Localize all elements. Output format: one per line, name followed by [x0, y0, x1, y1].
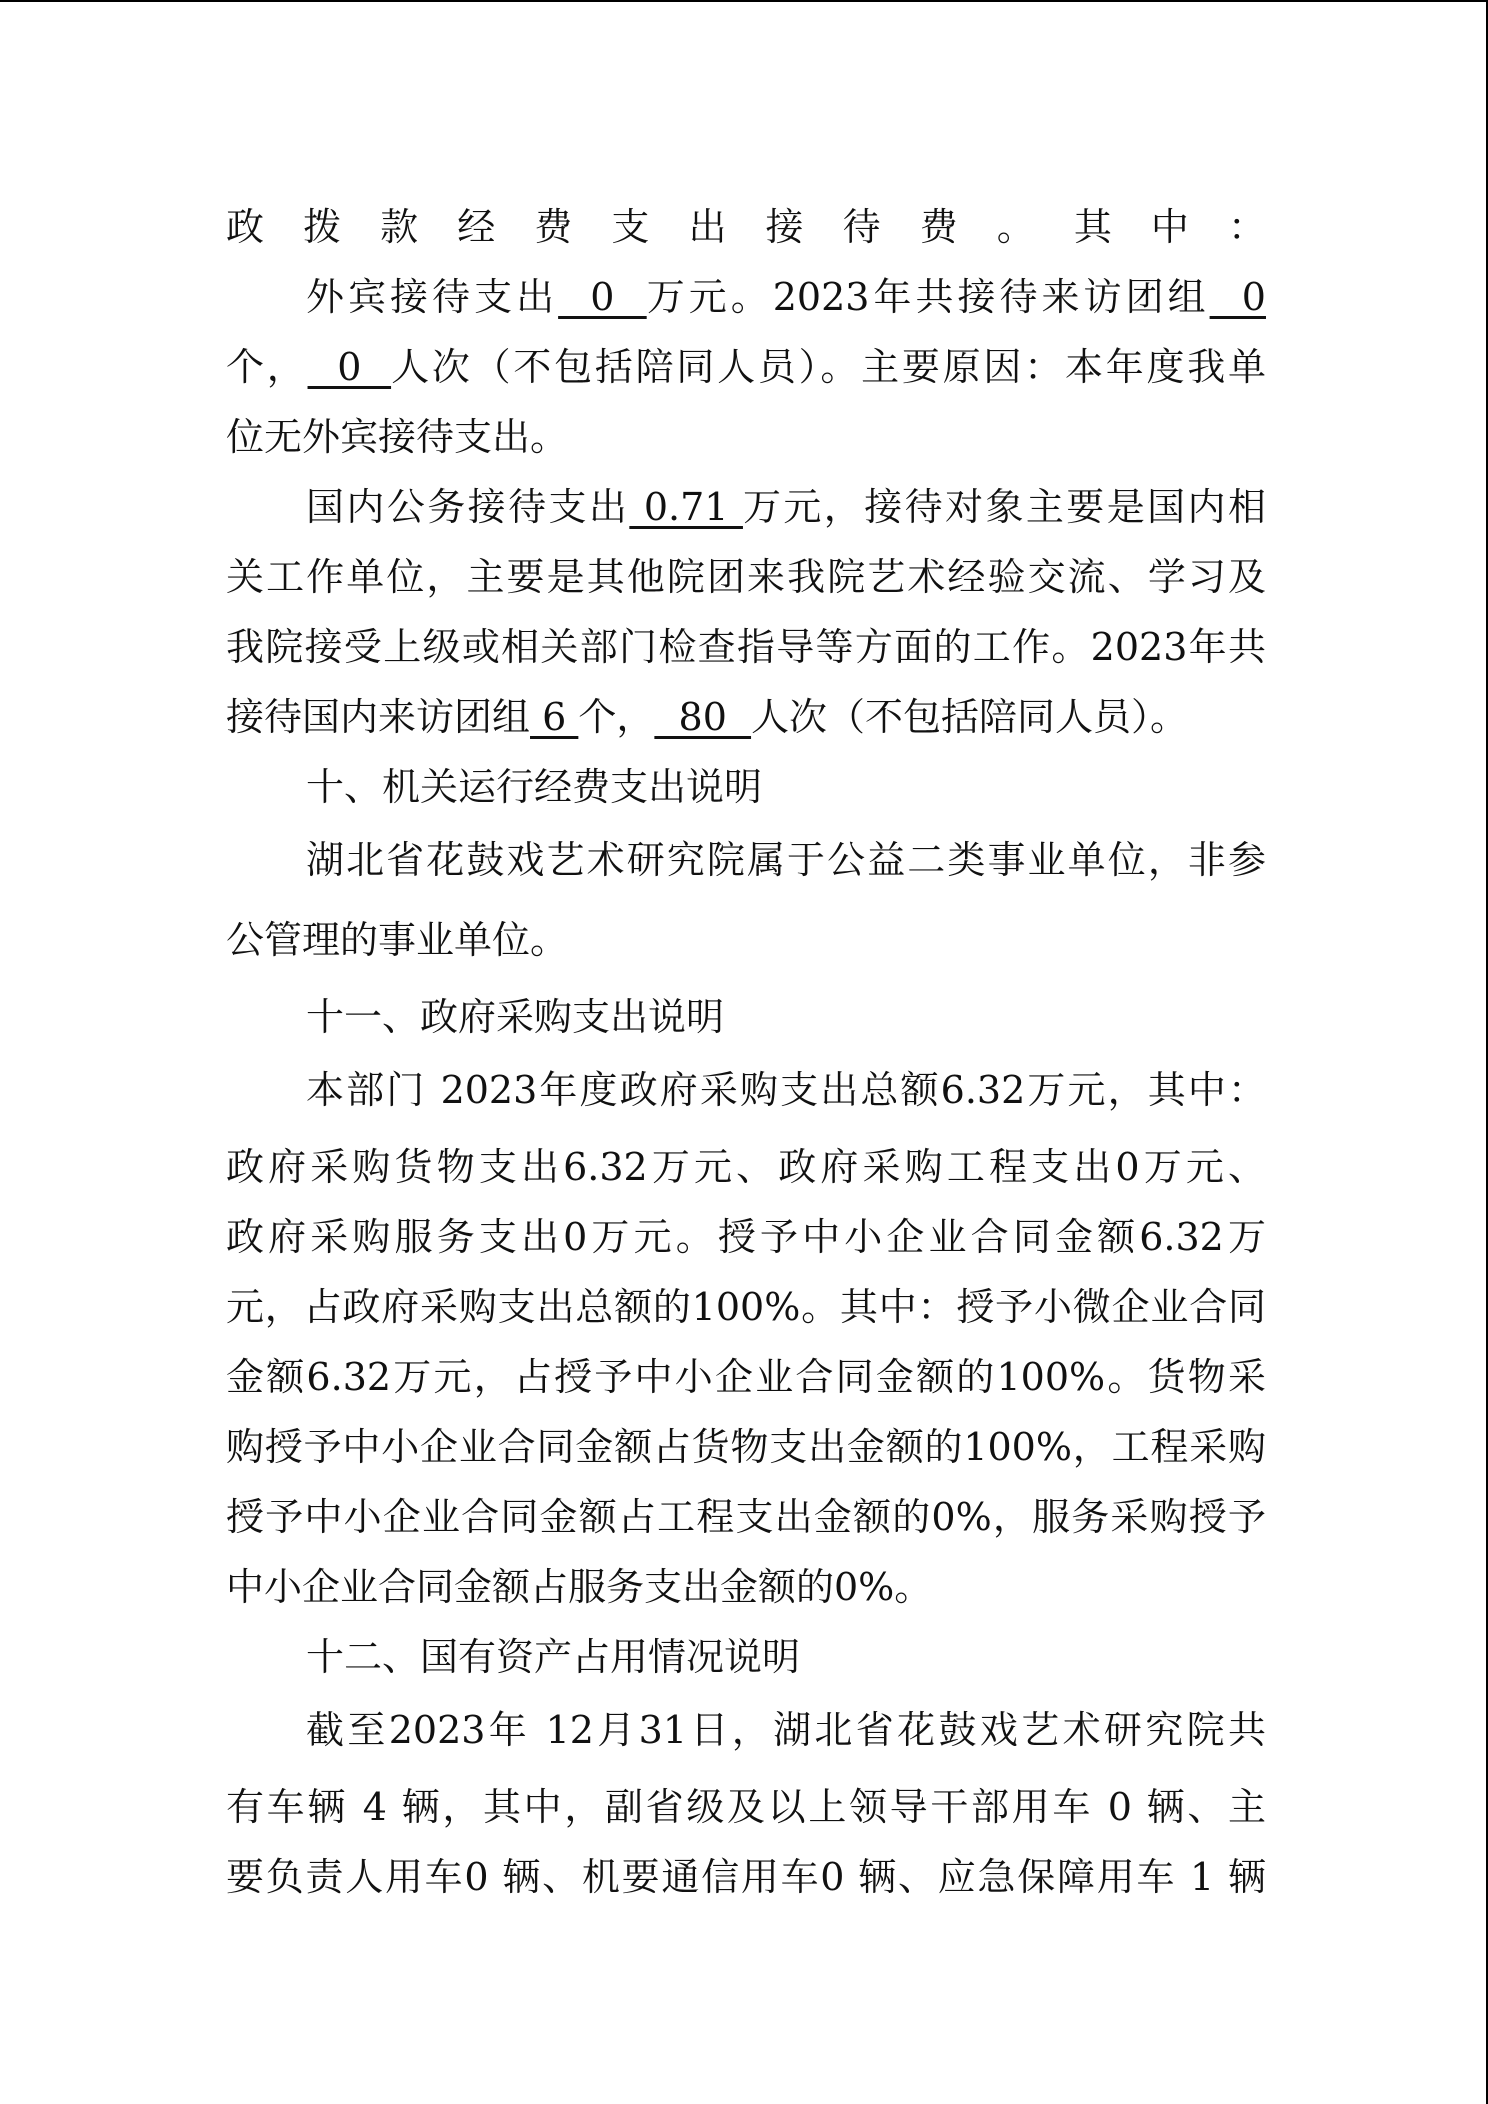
underlined-value: 80 [654, 695, 752, 739]
underlined-value: 0 [1209, 275, 1266, 319]
text-run: 万元，接待对象主要是国内相 [742, 485, 1266, 529]
text-run: 关工作单位，主要是其他院团来我院艺术经验交流、学习及 [226, 555, 1266, 599]
paragraph-line [226, 332, 1266, 402]
paragraph-line [226, 1552, 1266, 1622]
paragraph-line [226, 542, 1266, 612]
text-run: 截至2023年 12月31日，湖北省花鼓戏艺术研究院共 [306, 1708, 1266, 1752]
paragraph-line [226, 472, 1266, 542]
text-run: 我院接受上级或相关部门检查指导等方面的工作。2023年共 [226, 625, 1266, 669]
paragraph-line [226, 682, 1266, 752]
text-run: 万元。2023年共接待来访团组 [646, 275, 1210, 319]
paragraph-line [226, 1412, 1266, 1482]
text-run: 政府采购货物支出6.32万元、政府采购工程支出0万元、 [226, 1145, 1266, 1189]
text-run: 湖北省花鼓戏艺术研究院属于公益二类事业单位，非参 [306, 838, 1266, 882]
text-run: 外宾接待支出 [306, 275, 559, 319]
underlined-value: 0.71 [629, 485, 743, 529]
paragraph-line [226, 1842, 1266, 1912]
text-run: 购授予中小企业合同金额占货物支出金额的100%，工程采购 [226, 1425, 1266, 1469]
text-run: 个， [226, 345, 308, 389]
paragraph-line [226, 262, 1266, 332]
paragraph-line [226, 1692, 1266, 1772]
paragraph-line [226, 822, 1266, 902]
paragraph-line [226, 192, 1266, 262]
text-run: 位无外宾接待支出。 [226, 415, 569, 459]
text-run: 个， [578, 695, 655, 739]
paragraph-line [226, 612, 1266, 682]
underlined-value: 0 [558, 275, 647, 319]
text-run: 有车辆 4 辆，其中，副省级及以上领导干部用车 0 辆、主 [226, 1785, 1266, 1829]
text-run: 要负责人用车0 辆、机要通信用车0 辆、应急保障用车 1 辆 [226, 1855, 1266, 1899]
text-run: 金额6.32万元，占授予中小企业合同金额的100%。货物采 [226, 1355, 1266, 1399]
document-body [226, 192, 1266, 1912]
text-run: 元，占政府采购支出总额的100%。其中：授予小微企业合同 [226, 1285, 1266, 1329]
section-heading [226, 982, 1266, 1052]
text-run: 公管理的事业单位。 [226, 918, 569, 962]
heading-text: 十二、国有资产占用情况说明 [306, 1635, 801, 1679]
text-run: 本部门 2023年度政府采购支出总额6.32万元，其中： [306, 1068, 1266, 1112]
heading-text: 十一、政府采购支出说明 [306, 995, 725, 1039]
paragraph-line [226, 1342, 1266, 1412]
paragraph-line [226, 1272, 1266, 1342]
text-run: 中小企业合同金额占服务支出金额的0%。 [226, 1565, 933, 1609]
text-run: 人次（不包括陪同人员）。主要原因：本年度我单 [391, 345, 1266, 389]
paragraph-line [226, 1052, 1266, 1132]
section-heading [226, 1622, 1266, 1692]
text-run: 政拨款经费支出接待费。其中： [226, 205, 1266, 249]
text-run: 政府采购服务支出0万元。授予中小企业合同金额6.32万 [226, 1215, 1266, 1259]
paragraph-line [226, 402, 1266, 472]
underlined-value: 6 [530, 695, 579, 739]
underlined-value: 0 [307, 345, 392, 389]
paragraph-line [226, 1482, 1266, 1552]
paragraph-line [226, 1132, 1266, 1202]
text-run: 接待国内来访团组 [226, 695, 531, 739]
paragraph-line [226, 902, 1266, 982]
paragraph-line [226, 1202, 1266, 1272]
text-run: 国内公务接待支出 [306, 485, 630, 529]
heading-text: 十、机关运行经费支出说明 [306, 765, 763, 809]
section-heading [226, 752, 1266, 822]
text-run: 人次（不包括陪同人员）。 [751, 695, 1189, 739]
paragraph-line [226, 1772, 1266, 1842]
text-run: 授予中小企业合同金额占工程支出金额的0%，服务采购授予 [226, 1495, 1266, 1539]
